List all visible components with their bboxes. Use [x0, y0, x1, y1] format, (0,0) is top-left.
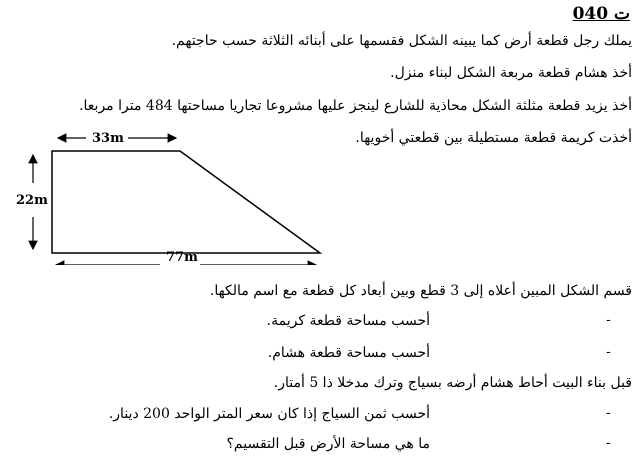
- bottom-dimension-label: 77m: [166, 250, 198, 265]
- intro-line-4: أخذت كريمة قطعة مستطيلة بين قطعتي أخويها.: [355, 130, 632, 146]
- exercise-title: ت 040: [572, 4, 630, 24]
- trapezoid-shape: [52, 151, 320, 253]
- question-fence-price: أحسب ثمن السياج إذا كان سعر المتر الواحد 200 دينار.: [108, 406, 430, 422]
- bullet-dash: -: [606, 405, 611, 421]
- intro-line-3: أخذ يزيد قطعة مثلثة الشكل محاذية للشارع لينجز عليها مشروعا تجاريا مساحتها 484 مترا مربعا.: [79, 98, 632, 114]
- bullet-dash: -: [606, 344, 611, 360]
- intro-line-1: يملك رجل قطعة أرض كما يبينه الشكل فقسمها على أبنائه الثلاثة حسب حاجتهم.: [171, 33, 632, 49]
- intro-line-2: أخذ هشام قطعة مربعة الشكل لبناء منزل.: [390, 65, 632, 81]
- question-total-area: ما هي مساحة الأرض قبل التقسيم؟: [226, 436, 430, 452]
- task-2: قبل بناء البيت أحاط هشام أرضه بسياج وترك مدخلا ذا 5 أمتار.: [273, 375, 632, 391]
- top-dimension-label: 33m: [92, 131, 124, 146]
- bullet-dash: -: [606, 435, 611, 451]
- land-figure: [0, 125, 340, 265]
- bullet-dash: -: [606, 312, 611, 328]
- task-1: قسم الشكل المبين أعلاه إلى 3 قطع وبين أبعاد كل قطعة مع اسم مالكها.: [209, 283, 632, 299]
- left-dimension-label: 22m: [16, 193, 48, 208]
- question-hisham-area: أحسب مساحة قطعة هشام.: [267, 345, 430, 361]
- question-karima-area: أحسب مساحة قطعة كريمة.: [266, 313, 430, 329]
